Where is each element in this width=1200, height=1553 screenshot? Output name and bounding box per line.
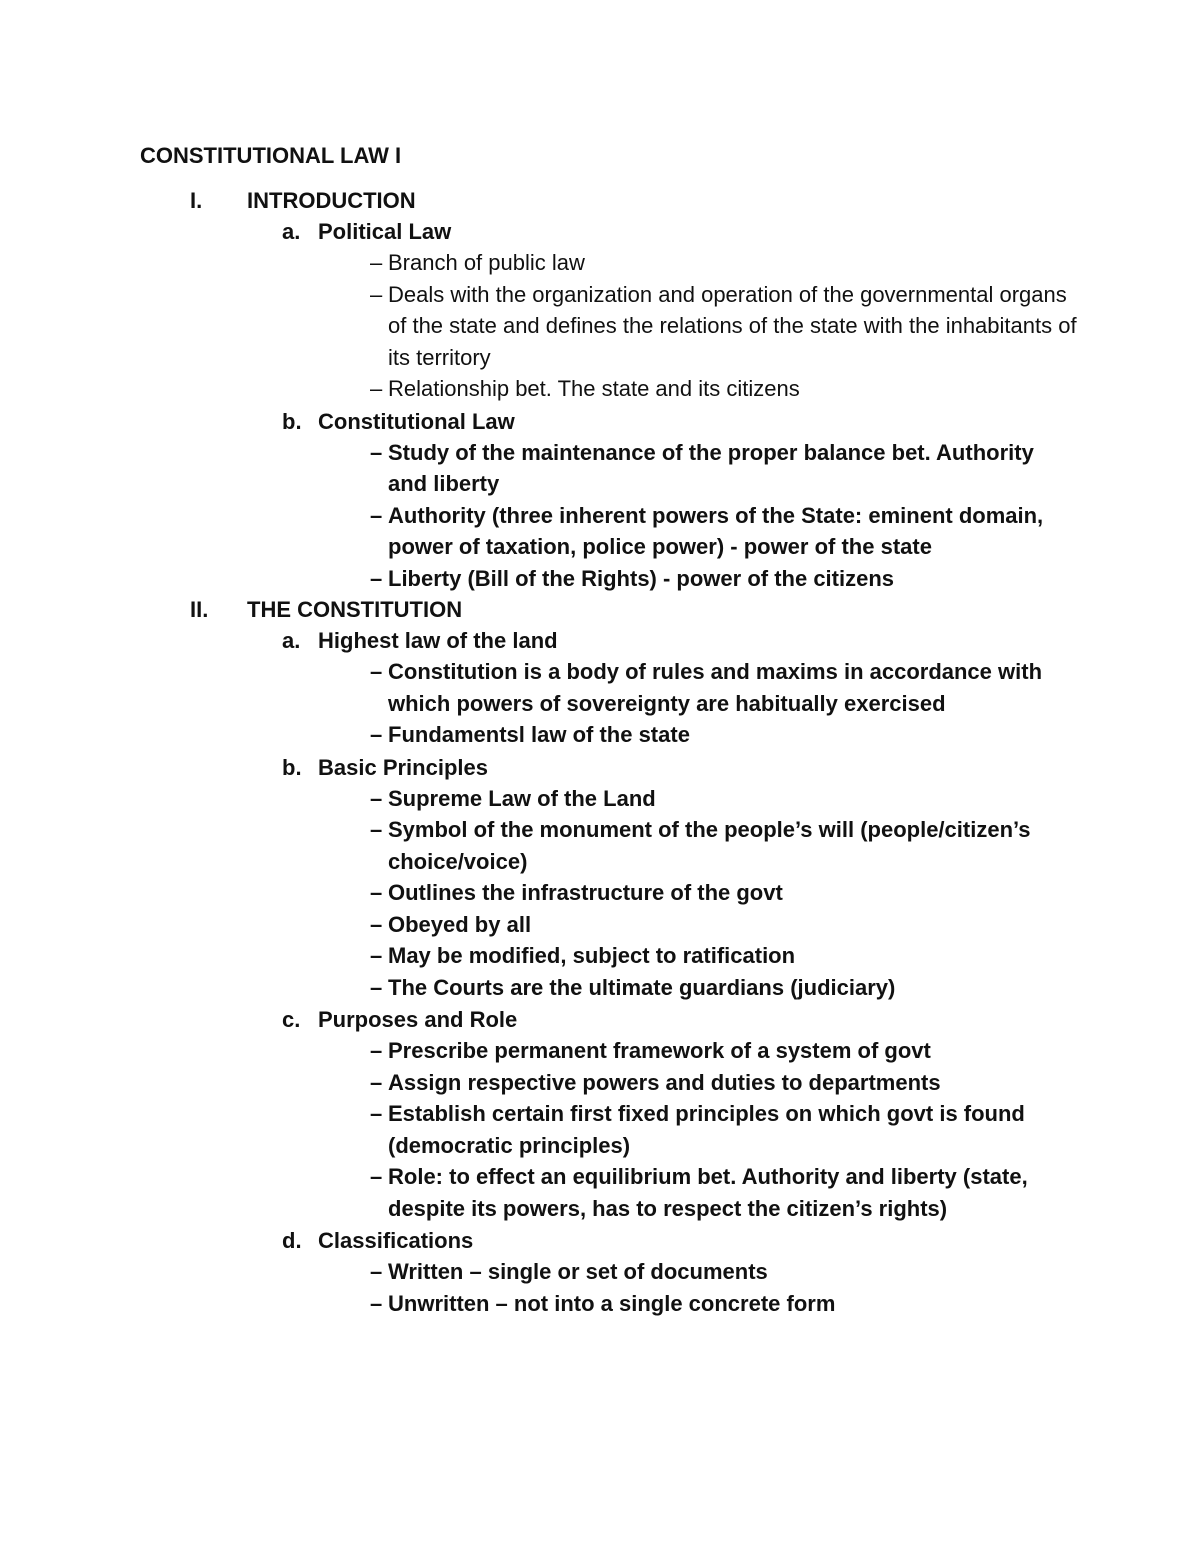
subsection-title: Basic Principles <box>318 754 488 780</box>
bullet-text: Unwritten – not into a single concrete form <box>388 1290 836 1316</box>
bullet-item <box>0 437 1078 500</box>
section-title: INTRODUCTION <box>247 188 416 213</box>
section-heading <box>0 186 1200 216</box>
dash-bullet-icon: – <box>370 722 383 747</box>
bullet-text: Symbol of the monument of the people’s will (people/citizen’s choice/voice) <box>388 817 1031 874</box>
outline-section <box>0 186 1200 594</box>
bullet-list <box>0 783 1200 1004</box>
bullet-list <box>0 437 1200 595</box>
subsection <box>0 216 1200 405</box>
bullet-item <box>0 500 1078 563</box>
dash-bullet-icon: – <box>370 817 383 842</box>
bullet-text: Written – single or set of documents <box>388 1259 768 1284</box>
outline <box>0 186 1200 1320</box>
dash-bullet-icon: – <box>370 974 383 1000</box>
bullet-item <box>0 247 1078 279</box>
dash-bullet-icon: – <box>370 565 383 591</box>
bullet-item <box>0 1256 1078 1288</box>
subsection <box>0 1225 1200 1319</box>
subsection-letter: a. <box>282 628 301 653</box>
dash-bullet-icon: – <box>370 502 383 528</box>
subsection <box>0 406 1200 595</box>
dash-bullet-icon: – <box>370 1164 383 1189</box>
bullet-text: The Courts are the ultimate guardians (judiciary) <box>388 974 896 1000</box>
subsection-title: Purposes and Role <box>318 1007 518 1032</box>
bullet-item <box>0 1035 1078 1067</box>
subsection-letter: b. <box>282 408 302 434</box>
subsection <box>0 752 1200 1004</box>
bullet-text: Supreme Law of the Land <box>388 785 656 811</box>
bullet-item <box>0 656 1078 719</box>
bullet-list <box>0 1256 1200 1319</box>
bullet-text: Liberty (Bill of the Rights) - power of the citizens <box>388 565 895 591</box>
section-heading <box>0 595 1200 625</box>
dash-bullet-icon: – <box>370 1259 383 1284</box>
subsection-heading <box>0 625 1200 656</box>
bullet-text: Assign respective powers and duties to departments <box>388 1069 941 1095</box>
bullet-item <box>0 563 1078 595</box>
bullet-item <box>0 972 1078 1004</box>
subsection-title: Classifications <box>318 1228 474 1253</box>
dash-bullet-icon: – <box>370 1290 383 1316</box>
outline-section <box>0 595 1200 1319</box>
bullet-item <box>0 814 1078 877</box>
dash-bullet-icon: – <box>370 1101 383 1126</box>
subsection-title: Highest law of the land <box>318 628 558 653</box>
bullet-text: Fundamentsl law of the state <box>388 722 690 747</box>
dash-bullet-icon: – <box>370 281 383 307</box>
dash-bullet-icon: – <box>370 659 383 684</box>
subsection-letter: c. <box>282 1007 301 1032</box>
dash-bullet-icon: – <box>370 785 383 811</box>
bullet-list <box>0 656 1200 751</box>
subsection-title: Political Law <box>318 219 452 244</box>
bullet-item <box>0 940 1078 972</box>
subsection <box>0 1004 1200 1224</box>
subsection-letter: a. <box>282 219 301 244</box>
bullet-item <box>0 279 1078 374</box>
dash-bullet-icon: – <box>370 376 383 401</box>
bullet-item <box>0 1098 1078 1161</box>
subsection-heading <box>0 1004 1200 1035</box>
bullet-text: Prescribe permanent framework of a system of govt <box>388 1038 931 1063</box>
bullet-item <box>0 373 1078 405</box>
section-title: THE CONSTITUTION <box>247 597 463 622</box>
bullet-text: Role: to effect an equilibrium bet. Authority and liberty (state, despite its powers, has to respect the citizen’s rights) <box>388 1164 1028 1221</box>
subsection-heading <box>0 1225 1200 1256</box>
document-title: CONSTITUTIONAL LAW I <box>140 143 402 168</box>
dash-bullet-icon: – <box>370 1038 383 1063</box>
bullet-text: Constitution is a body of rules and maxims in accordance with which powers of sovereignty are habitually exercised <box>388 659 1043 716</box>
bullet-text: Authority (three inherent powers of the State: eminent domain, power of taxation, police power) - power of the state <box>388 502 1044 559</box>
bullet-item <box>0 1161 1078 1224</box>
bullet-text: Obeyed by all <box>388 911 532 937</box>
bullet-text: Branch of public law <box>388 250 585 275</box>
bullet-text: May be modified, subject to ratification <box>388 943 796 968</box>
subsection <box>0 625 1200 751</box>
subsection-heading <box>0 752 1200 783</box>
bullet-list <box>0 247 1200 405</box>
bullet-item <box>0 877 1078 909</box>
bullet-text: Study of the maintenance of the proper balance bet. Authority and liberty <box>388 439 1034 496</box>
dash-bullet-icon: – <box>370 880 383 905</box>
subsection-letter: d. <box>282 1228 302 1253</box>
bullet-item <box>0 1288 1078 1320</box>
dash-bullet-icon: – <box>370 1069 383 1095</box>
bullet-item <box>0 719 1078 751</box>
bullet-list <box>0 1035 1200 1224</box>
subsection-letter: b. <box>282 754 302 780</box>
bullet-text: Establish certain first fixed principles on which govt is found (democratic principles) <box>388 1101 1025 1158</box>
bullet-text: Outlines the infrastructure of the govt <box>388 880 783 905</box>
section-number: I. <box>190 188 203 213</box>
bullet-text: Deals with the organization and operation of the governmental organs of the state and defines the relations of the state with the inhabitants of its territory <box>388 281 1077 370</box>
dash-bullet-icon: – <box>370 943 383 968</box>
dash-bullet-icon: – <box>370 439 383 465</box>
subsection-heading <box>0 406 1200 437</box>
dash-bullet-icon: – <box>370 911 383 937</box>
subsection-heading <box>0 216 1200 247</box>
subsection-title: Constitutional Law <box>318 408 515 434</box>
section-number: II. <box>190 597 209 622</box>
bullet-item <box>0 1067 1078 1099</box>
bullet-item <box>0 783 1078 815</box>
bullet-item <box>0 909 1078 941</box>
dash-bullet-icon: – <box>370 250 383 275</box>
bullet-text: Relationship bet. The state and its citizens <box>388 376 800 401</box>
